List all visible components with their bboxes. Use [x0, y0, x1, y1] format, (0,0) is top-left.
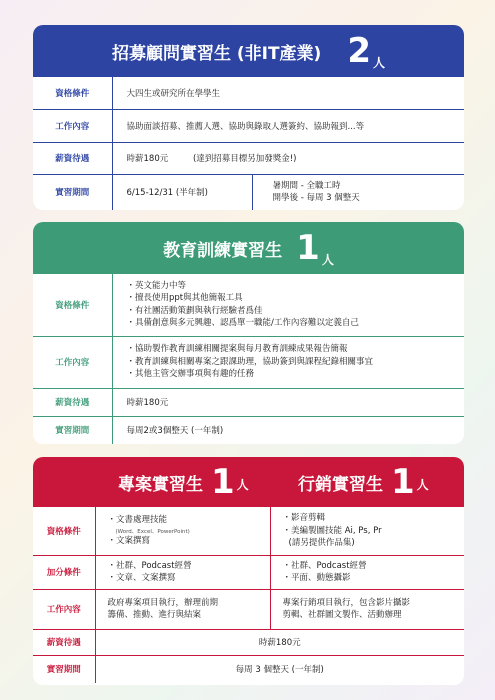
period-label: 實習期間 — [33, 174, 112, 210]
qual-label: 資格條件 — [33, 77, 112, 109]
consultant-intern-table — [33, 77, 464, 210]
training-intern-card — [33, 222, 464, 444]
work-item: ・協助製作教育訓練相關提案與每月教育訓練成果報告簡報 — [126, 344, 348, 355]
project-qual — [95, 507, 270, 555]
project-work-1: 政府專案項目執行，辦理前期 — [107, 597, 219, 608]
project-marketing-intern-card — [33, 457, 464, 685]
qual-label: 資格條件 — [33, 274, 112, 336]
marketing-plus-2: ・平面、動態攝影 — [282, 573, 351, 583]
period-note-2: 開學後 - 每周 3 個整天 — [272, 193, 360, 204]
project-qual-1: ・文書處理技能 — [107, 515, 168, 526]
qual-label: 資格條件 — [33, 507, 95, 555]
period-label: 實習期間 — [33, 655, 95, 683]
work-label: 工作內容 — [33, 109, 112, 142]
project-plus-2: ・文章、文案撰寫 — [107, 573, 176, 583]
work-label: 工作內容 — [33, 336, 112, 388]
pay-value: 時薪180元 — [112, 388, 464, 416]
project-plus — [95, 555, 270, 589]
marketing-qual — [270, 507, 464, 555]
qual-item: ・擅長使用ppt與其他簡報工具 — [126, 293, 243, 304]
pay-value: 時薪180元 — [95, 629, 464, 655]
marketing-qual-1: ・影音剪輯 — [282, 513, 326, 523]
pay-cell — [112, 142, 464, 174]
project-work — [95, 589, 270, 629]
qual-item: ・有社團活動策劃與執行經驗者爲佳 — [126, 305, 263, 316]
work-item: ・教育訓練與相關專案之跟課助理，協助簽到與課程紀錄相關事宜 — [126, 356, 374, 367]
period-value: 每周 3 個整天 (一年制) — [235, 665, 324, 676]
marketing-work-1: 專案行銷項目執行，包含影片攝影 — [282, 597, 411, 608]
work-item: ・其他主管交辦事項與有趣的任務 — [126, 369, 255, 380]
consultant-intern-title: 招募顧問實習生 (非IT產業) — [111, 43, 322, 64]
pay-value: 時薪180元 — [126, 154, 169, 164]
marketing-qual-2: ・美編製圖技能 Ai, Ps, Pr — [282, 525, 382, 536]
work-list — [112, 336, 464, 388]
training-intern-count: 1 — [296, 228, 320, 268]
marketing-plus-1: ・社群、Podcast經營 — [282, 560, 367, 571]
marketing-qual-3: (請另提供作品集) — [288, 538, 355, 548]
pay-label: 薪資待遇 — [33, 142, 112, 174]
pay-note: (達到招募目標另加發獎金!) — [192, 154, 297, 164]
pay-label: 薪資待遇 — [33, 388, 112, 416]
project-marketing-table — [33, 507, 464, 683]
qual-item: ・英文能力中等 — [126, 280, 187, 291]
period-note-1: 暑期間 - 全職工時 — [272, 180, 341, 191]
project-qual-sub: (Word、Excel、PowerPoint) — [115, 528, 190, 535]
project-work-2: 籌備、推動、進行與結案 — [107, 610, 202, 620]
consultant-intern-unit: 人 — [373, 56, 386, 70]
period-value: 6/15-12/31 (半年制) — [126, 188, 208, 199]
consultant-intern-header — [33, 25, 464, 77]
marketing-intern-heading — [298, 462, 429, 502]
training-intern-title: 教育訓練實習生 — [163, 240, 283, 261]
period-label: 實習期間 — [33, 416, 112, 444]
marketing-intern-count: 1 — [391, 462, 415, 502]
period-value: 每周2或3個整天 (一年制) — [126, 426, 224, 437]
marketing-intern-title: 行銷實習生 — [298, 474, 383, 495]
project-intern-title: 專案實習生 — [118, 474, 203, 495]
training-intern-unit: 人 — [321, 253, 334, 267]
plus-label: 加分條件 — [33, 555, 95, 589]
consultant-intern-count: 2 — [347, 31, 372, 71]
project-intern-count: 1 — [211, 462, 235, 502]
training-intern-table — [33, 274, 464, 444]
work-value: 協助面談招募、推薦人選、協助與錄取人選簽約、協助報到...等 — [112, 109, 464, 142]
work-label: 工作內容 — [33, 589, 95, 629]
qual-item: ・具備創意與多元興趣、認爲單一職能/工作內容難以定義自己 — [126, 318, 359, 329]
project-qual-2: ・文案撰寫 — [107, 535, 151, 546]
pay-label: 薪資待遇 — [33, 629, 95, 655]
marketing-intern-unit: 人 — [416, 478, 429, 492]
project-intern-unit: 人 — [236, 478, 249, 492]
consultant-intern-card — [33, 25, 464, 210]
marketing-work-2: 剪輯、社群圖文製作、活動辦理 — [282, 610, 402, 620]
marketing-work — [270, 589, 464, 629]
qual-list — [112, 274, 464, 336]
project-marketing-header — [33, 457, 464, 507]
project-intern-heading — [118, 462, 249, 502]
training-intern-header — [33, 222, 464, 274]
qual-value: 大四生或研究所在學學生 — [112, 77, 464, 109]
project-plus-1: ・社群、Podcast經營 — [107, 560, 192, 571]
marketing-plus — [270, 555, 464, 589]
period-note — [252, 174, 464, 210]
